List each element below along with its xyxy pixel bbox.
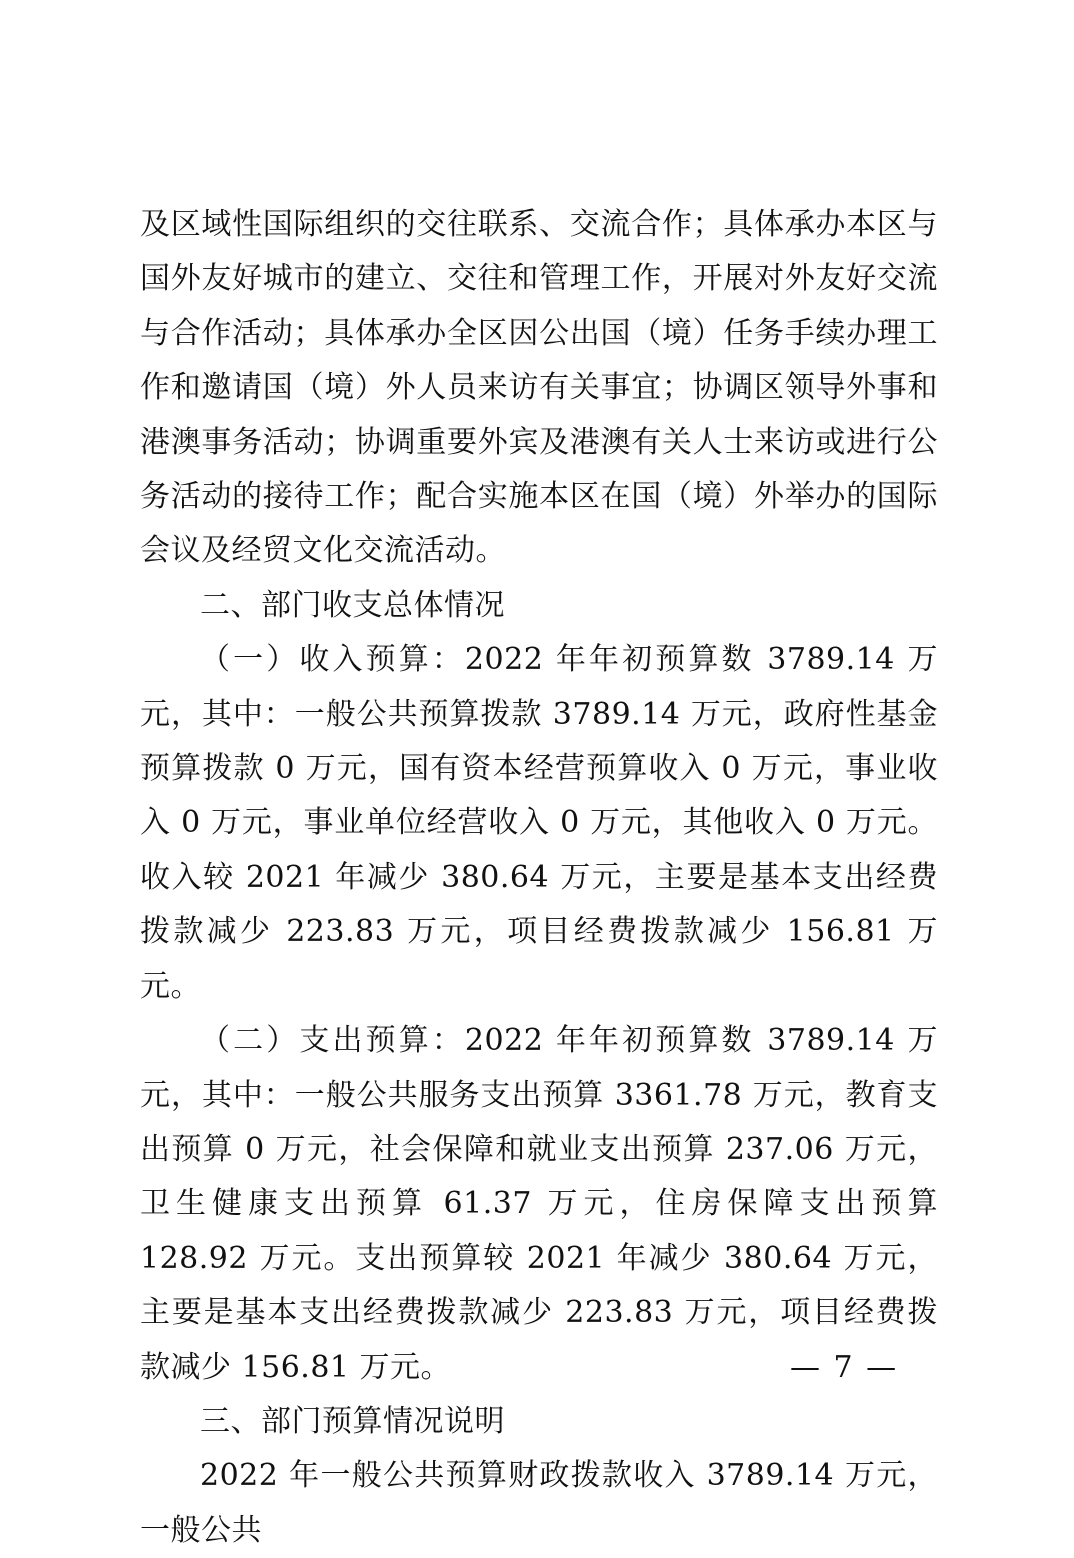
section-heading-budget-explanation: 三、部门预算情况说明 — [200, 1403, 505, 1439]
paragraph-duties-continued: 及区域性国际组织的交往联系、交流合作；具体承办本区与国外友好城市的建立、交往和管理工作，开展对外友好交流与合作活动；具体承办全区因公出国（境）任务手续办理工作和邀请国（境）外人员来访有关事宜；协调区领导外事和港澳事务活动；协调重要外宾及港澳有关人士来访或进行公务活动的接待工作；配合实施本区在国（境）外举办的国际会议及经贸文化交流活动。 — [140, 207, 938, 569]
paragraph-expenditure-budget: （二）支出预算：2022 年年初预算数 3789.14 万元，其中：一般公共服务支出预算 3361.78 万元，教育支出预算 0 万元，社会保障和就业支出预算 237.06 万元，卫生健康支出预算 61.37 万元，住房保障支出预算 128.92 万元。支出预算较 2021 年减少 380.64 万元，主要是基本支出经费拨款减少 223.83 万元，项目经费拨款减少 156.81 万元。 — [140, 1023, 938, 1385]
paragraph-general-public-budget: 2022 年一般公共预算财政拨款收入 3789.14 万元，一般公共 — [140, 1458, 938, 1548]
page-number: — 7 — — [790, 1350, 899, 1385]
paragraph-income-budget: （一）收入预算：2022 年年初预算数 3789.14 万元，其中：一般公共预算拨款 3789.14 万元，政府性基金预算拨款 0 万元，国有资本经营预算收入 0 万元，事业收入 0 万元，事业单位经营收入 0 万元，其他收入 0 万元。收入较 2021 年减少 380.64 万元，主要是基本支出经费拨款减少 223.83 万元，项目经费拨款减少 156.81 万元。 — [140, 642, 938, 1004]
section-heading-income-expenditure-overview: 二、部门收支总体情况 — [200, 587, 505, 623]
